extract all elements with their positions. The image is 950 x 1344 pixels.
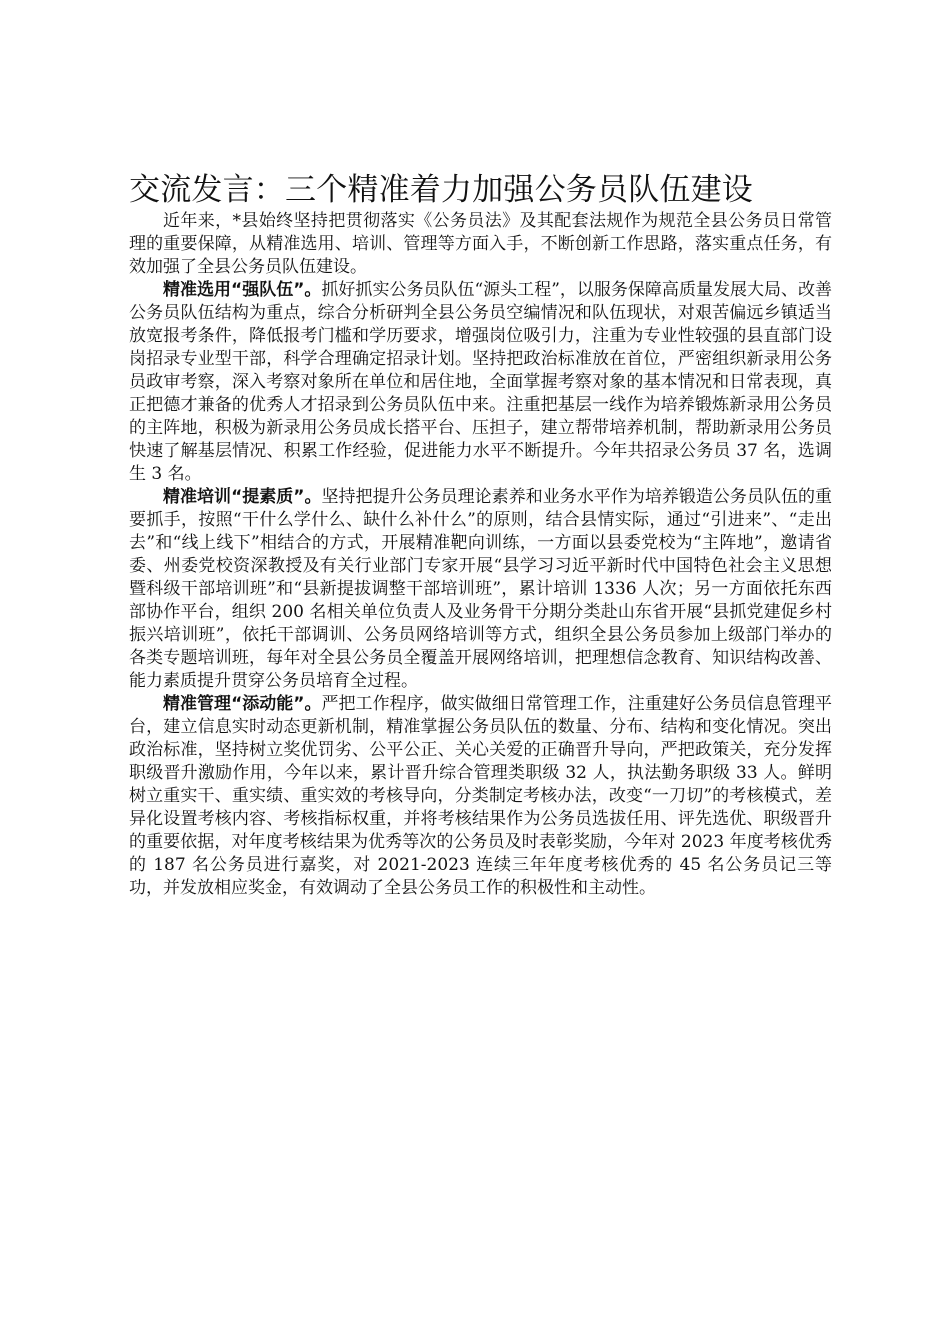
document-title: 交流发言：三个精准着力加强公务员队伍建设 [129,172,753,208]
section-management-body: 严把工作程序，做实做细日常管理工作，注重建好公务员信息管理平台，建立信息实时动态更新机制，精准掌握公务员队伍的数量、分布、结构和变化情况。突出政治标准，坚持树立奖优罚劣、公平公正、关心关爱的正确晋升导向，严把政策关，充分发挥职级晋升激励作用，今年以来，累计晋升综合管理类职级 32 人，执法勤务职级 33 人。鲜明树立重实干、重实绩、重实效的考核导向，分类制定考核办法，改变“一刀切”的考核模式，差异化设置考核内容、考核指标权重，并将考核结果作为公务员选拔任用、评先选优、职级晋升的重要依据，对年度考核结果为优秀等次的公务员及时表彰奖励，今年对 2023 年度考核优秀的 187 名公务员进行嘉奖，对 2021-2023 连续三年年度考核优秀的 45 名公务员记三等功，并发放相应奖金，有效调动了全县公务员工作的积极性和主动性。 [129,694,832,898]
document-page [129,170,832,900]
section-management-paragraph [129,693,832,900]
section-training-body: 坚持把提升公务员理论素养和业务水平作为培养锻造公务员队伍的重要抓手，按照“干什么学什么、缺什么补什么”的原则，结合县情实际，通过“引进来”、“走出去”和“线上线下”相结合的方式，开展精准靶向训练，一方面以县委党校为“主阵地”，邀请省委、州委党校资深教授及有关行业部门专家开展“县学习习近平新时代中国特色社会主义思想暨科级干部培训班”和“县新提拔调整干部培训班”，累计培训 1336 人次；另一方面依托东西部协作平台，组织 200 名相关单位负责人及业务骨干分期分类赴山东省开展“县抓党建促乡村振兴培训班”，依托干部调训、公务员网络培训等方式，组织全县公务员参加上级部门举办的各类专题培训班，每年对全县公务员全覆盖开展网络培训，把理想信念教育、知识结构改善、能力素质提升贯穿公务员培育全过程。 [129,487,832,691]
section-selection-body: 抓好抓实公务员队伍“源头工程”，以服务保障高质量发展大局、改善公务员队伍结构为重点，综合分析研判全县公务员空编情况和队伍现状，对艰苦偏远乡镇适当放宽报考条件，降低报考门槛和学历要求，增强岗位吸引力，注重为专业性较强的县直部门设岗招录专业型干部，科学合理确定招录计划。坚持把政治标准放在首位，严密组织新录用公务员政审考察，深入考察对象所在单位和居住地，全面掌握考察对象的基本情况和日常表现，真正把德才兼备的优秀人才招录到公务员队伍中来。注重把基层一线作为培养锻炼新录用公务员的主阵地，积极为新录用公务员成长搭平台、压担子，建立帮带培养机制，帮助新录用公务员快速了解基层情况、积累工作经验，促进能力水平不断提升。今年共招录公务员 37 名，选调生 3 名。 [129,280,832,484]
intro-paragraph: 近年来，*县始终坚持把贯彻落实《公务员法》及其配套法规作为规范全县公务员日常管理的重要保障，从精准选用、培训、管理等方面入手，不断创新工作思路，落实重点任务，有效加强了全县公务员队伍建设。 [129,211,832,277]
section-management-heading: 精准管理“添动能”。 [163,694,322,714]
section-selection-paragraph [129,279,832,486]
section-training-paragraph [129,486,832,693]
section-selection-heading: 精准选用“强队伍”。 [163,280,322,300]
section-training-heading: 精准培训“提素质”。 [163,487,322,507]
